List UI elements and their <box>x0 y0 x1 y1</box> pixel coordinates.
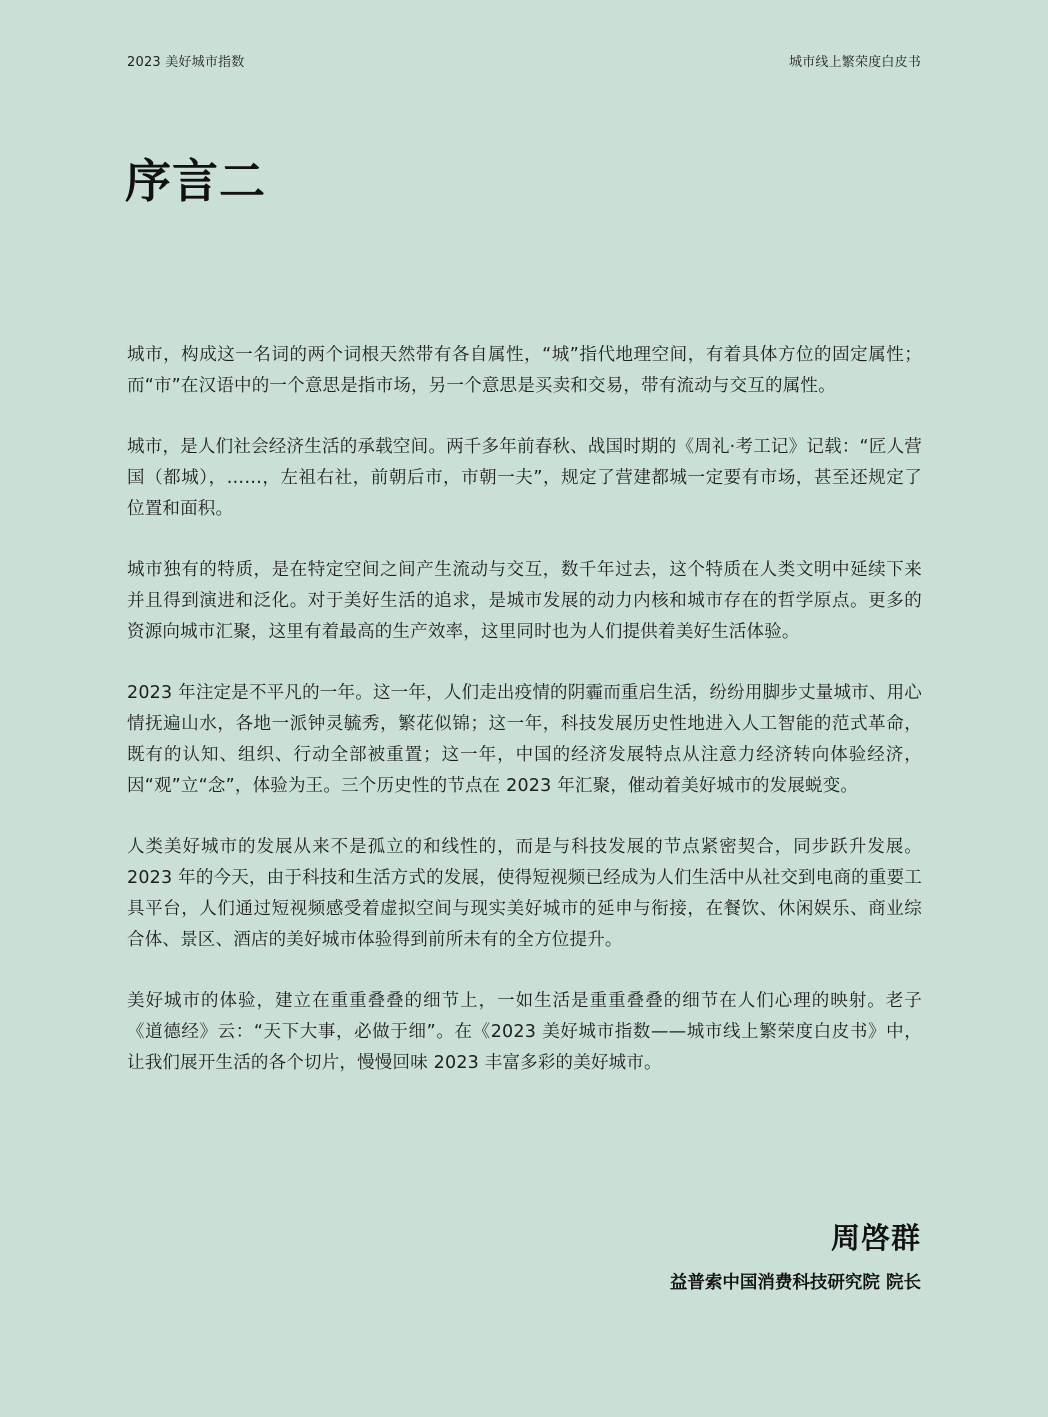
paragraph-5: 人类美好城市的发展从来不是孤立的和线性的，而是与科技发展的节点紧密契合，同步跃升发展。2023 年的今天，由于科技和生活方式的发展，使得短视频已经成为人们生活中从社交到电商的重要工具平台，人们通过短视频感受着虚拟空间与现实美好城市的延申与衔接，在餐饮、休闲娱乐、商业综合体、景区、酒店的美好城市体验得到前所未有的全方位提升。 <box>127 837 922 950</box>
preface-body <box>127 340 922 1109</box>
signature-block <box>670 1218 921 1295</box>
page-title: 序言二 <box>125 154 266 208</box>
header-report-name: 2023 美好城市指数 <box>127 55 245 70</box>
paragraph-4: 2023 年注定是不平凡的一年。这一年，人们走出疫情的阴霾而重启生活，纷纷用脚步丈量城市、用心情抚遍山水，各地一派钟灵毓秀，繁花似锦；这一年，科技发展历史性地进入人工智能的范式革命，既有的认知、组织、行动全部被重置；这一年，中国的经济发展特点从注意力经济转向体验经济，因“观”立“念”，体验为王。三个历史性的节点在 2023 年汇聚，催动着美好城市的发展蜕变。 <box>127 683 922 796</box>
paragraph-1: 城市，构成这一名词的两个词根天然带有各自属性，“城”指代地理空间，有着具体方位的固定属性；而“市”在汉语中的一个意思是指市场，另一个意思是买卖和交易，带有流动与交互的属性。 <box>127 345 922 396</box>
paragraph-2: 城市，是人们社会经济生活的承载空间。两千多年前春秋、战国时期的《周礼·考工记》记载：“匠人营国（都城），……，左祖右社，前朝后市，市朝一夫”，规定了营建都城一定要有市场，甚至还规定了位置和面积。 <box>127 437 922 519</box>
header-whitepaper-name: 城市线上繁荣度白皮书 <box>788 55 921 70</box>
paragraph-3: 城市独有的特质，是在特定空间之间产生流动与交互，数千年过去，这个特质在人类文明中延续下来并且得到演进和泛化。对于美好生活的追求，是城市发展的动力内核和城市存在的哲学原点。更多的资源向城市汇聚，这里有着最高的生产效率，这里同时也为人们提供着美好生活体验。 <box>127 560 922 642</box>
author-name: 周啓群 <box>830 1221 921 1255</box>
paragraph-6: 美好城市的体验，建立在重重叠叠的细节上，一如生活是重重叠叠的细节在人们心理的映射。老子《道德经》云：“天下大事，必做于细”。在《2023 美好城市指数——城市线上繁荣度白皮书》中，让我们展开生活的各个切片，慢慢回味 2023 丰富多彩的美好城市。 <box>127 991 922 1073</box>
author-title: 益普索中国消费科技研究院 院长 <box>669 1273 921 1293</box>
